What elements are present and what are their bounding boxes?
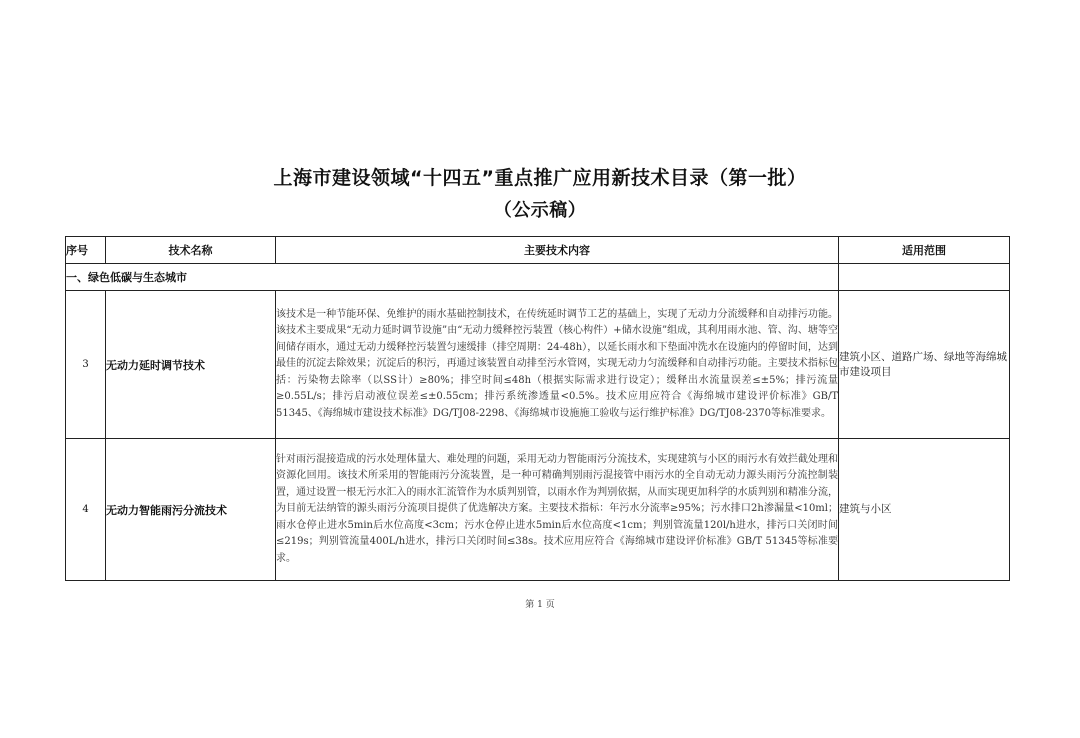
- header-name: 技术名称: [106, 237, 276, 264]
- document-title: 上海市建设领域“十四五”重点推广应用新技术目录（第一批）: [273, 167, 807, 189]
- header-seq: 序号: [66, 237, 106, 264]
- row-tech-name: 无动力延时调节技术: [106, 291, 276, 439]
- section-empty-cell: [839, 264, 1010, 291]
- section-title: 一、绿色低碳与生态城市: [66, 264, 839, 291]
- header-scope: 适用范围: [839, 237, 1010, 264]
- row-tech-name: 无动力智能雨污分流技术: [106, 439, 276, 581]
- row-seq: 3: [66, 291, 106, 439]
- section-row: [66, 264, 1010, 291]
- table-row: [66, 439, 1010, 581]
- header-content: 主要技术内容: [276, 237, 839, 264]
- technology-catalog-table: [65, 236, 1010, 581]
- row-seq: 4: [66, 439, 106, 581]
- row-tech-content: 针对雨污混接造成的污水处理体量大、难处理的问题，采用无动力智能雨污分流技术，实现建筑与小区的雨污水有效拦截处理和资源化回用。该技术所采用的智能雨污分流装置，是一种可精确判别雨污混接管中雨污水的全自动无动力源头雨污分流控制装置，通过设置一根无污水汇入的雨水汇流管作为水质判别管，以雨水作为判别依据，从而实现更加科学的水质判别和精准分流，为目前无法纳管的源头雨污分流项目提供了优选解决方案。主要技术指标：年污水分流率≥95%；污水排口2h渗漏量<10ml；雨水仓停止进水5min后水位高度<3cm；污水仓停止进水5min后水位高度<1cm；判别管流量120l/h进水，排污口关闭时间≤219s；判别管流量400L/h进水，排污口关闭时间≤38s。技术应用应符合《海绵城市建设评价标准》GB/T 51345等标准要求。: [276, 439, 839, 581]
- table-header-row: [66, 237, 1010, 264]
- row-tech-content: 该技术是一种节能环保、免维护的雨水基础控制技术，在传统延时调节工艺的基础上，实现了无动力分流缓释和自动排污功能。该技术主要成果“无动力延时调节设施”由“无动力缓释控污装置（核心构件）+储水设施”组成，其利用雨水池、管、沟、塘等空间储存雨水，通过无动力缓释控污装置匀速缓排（排空周期：24-48h），以延长雨水和下垫面冲洗水在设施内的停留时间，达到最佳的沉淀去除效果；沉淀后的积污，再通过该装置自动排至污水管网，实现无动力匀流缓释和自动排污功能。主要技术指标包括：污染物去除率（以SS计）≥80%；排空时间≤48h（根据实际需求进行设定）；缓释出水流量误差≤±5%；排污流量≥0.55L/s；排污启动液位误差≤±0.55cm；排污系统渗透量<0.5%。技术应用应符合《海绵城市建设评价标准》GB/T 51345、《海绵城市建设技术标准》DG/TJ08-2298、《海绵城市设施施工验收与运行维护标准》DG/TJ08-2370等标准要求。: [276, 291, 839, 439]
- table-row: [66, 291, 1010, 439]
- page-number: 第 1 页: [525, 600, 555, 610]
- document-subtitle: （公示稿）: [493, 200, 587, 221]
- row-scope: 建筑与小区: [839, 439, 1010, 581]
- row-scope: 建筑小区、道路广场、绿地等海绵城市建设项目: [839, 291, 1010, 439]
